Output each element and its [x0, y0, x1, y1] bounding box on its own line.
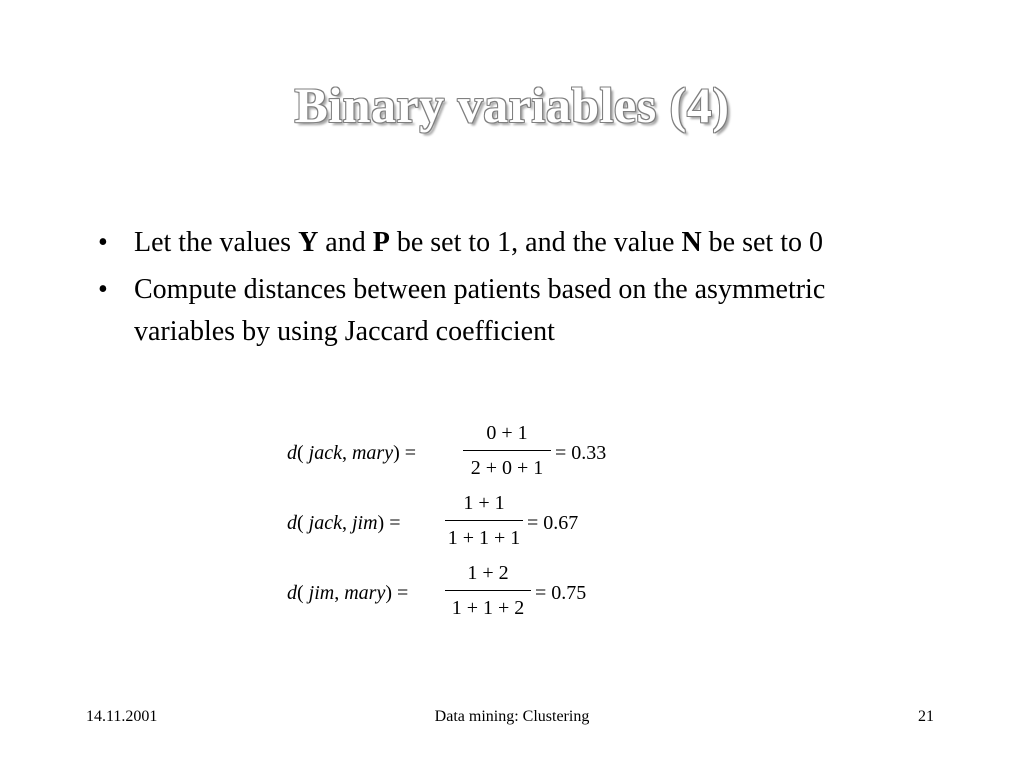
bullet-symbol: • — [98, 274, 108, 305]
formula-fn: d — [287, 582, 297, 604]
bullet-item — [96, 269, 836, 353]
bullet-symbol: • — [98, 227, 108, 258]
formula-sep: , — [334, 582, 345, 604]
bullet-item — [96, 222, 836, 264]
formula-lhs — [287, 442, 416, 465]
formula-denominator: 2 + 0 + 1 — [470, 457, 544, 479]
bullet-text — [134, 227, 823, 258]
formula-row — [287, 490, 707, 560]
slide-title: Binary variables (4) — [294, 77, 730, 133]
formula-row — [287, 560, 707, 630]
formula-block — [287, 420, 707, 630]
formula-denominator: 1 + 1 + 1 — [447, 527, 521, 549]
bold-value-y: Y — [298, 227, 319, 258]
bullet-list — [96, 222, 836, 358]
formula-fraction — [445, 560, 531, 621]
footer-title: Data mining: Clustering — [434, 708, 590, 725]
formula-result: = 0.75 — [535, 582, 587, 604]
formula-arg-b: mary — [351, 442, 394, 464]
formula-arg-b: jim — [351, 512, 378, 534]
formula-arg-a: jack — [308, 442, 342, 464]
bold-value-p: P — [372, 227, 390, 258]
bullet-text-part: be set to 0 — [701, 227, 823, 258]
formula-numerator: 1 + 1 — [463, 492, 505, 514]
formula-lhs — [287, 512, 401, 535]
formula-open: ( — [297, 582, 309, 604]
footer-date: 14.11.2001 — [86, 708, 158, 725]
formula-result: = 0.67 — [527, 512, 579, 534]
formula-arg-a: jim — [308, 582, 335, 604]
formula-arg-b: mary — [344, 582, 386, 604]
formula-close: ) = — [393, 442, 417, 464]
formula-fraction — [445, 490, 523, 551]
formula-open: ( — [297, 442, 309, 464]
formula-arg-a: jack — [308, 512, 342, 534]
bullet-text-part: and — [318, 227, 373, 258]
formula-fn: d — [287, 512, 297, 534]
formula-close: ) = — [385, 582, 409, 604]
fraction-bar — [445, 590, 531, 591]
formula-fraction — [463, 420, 551, 481]
formula-sep: , — [341, 442, 352, 464]
formula-row — [287, 420, 707, 490]
bullet-text: Compute distances between patients based on the asymmetric variables by using Jaccard coefficient — [134, 274, 826, 347]
formula-numerator: 0 + 1 — [486, 422, 528, 444]
formula-numerator: 1 + 2 — [467, 562, 509, 584]
page-number: 21 — [918, 708, 934, 725]
fraction-bar — [463, 450, 551, 451]
formula-result: = 0.33 — [555, 442, 607, 464]
formula-lhs — [287, 582, 408, 605]
bold-value-n: N — [681, 227, 702, 258]
formula-open: ( — [297, 512, 309, 534]
formula-sep: , — [341, 512, 352, 534]
formula-close: ) = — [377, 512, 401, 534]
formula-fn: d — [287, 442, 297, 464]
formula-denominator: 1 + 1 + 2 — [451, 597, 525, 619]
bullet-text-part: be set to 1, and the value — [389, 227, 682, 258]
fraction-bar — [445, 520, 523, 521]
bullet-text-part: Let the values — [134, 227, 299, 258]
